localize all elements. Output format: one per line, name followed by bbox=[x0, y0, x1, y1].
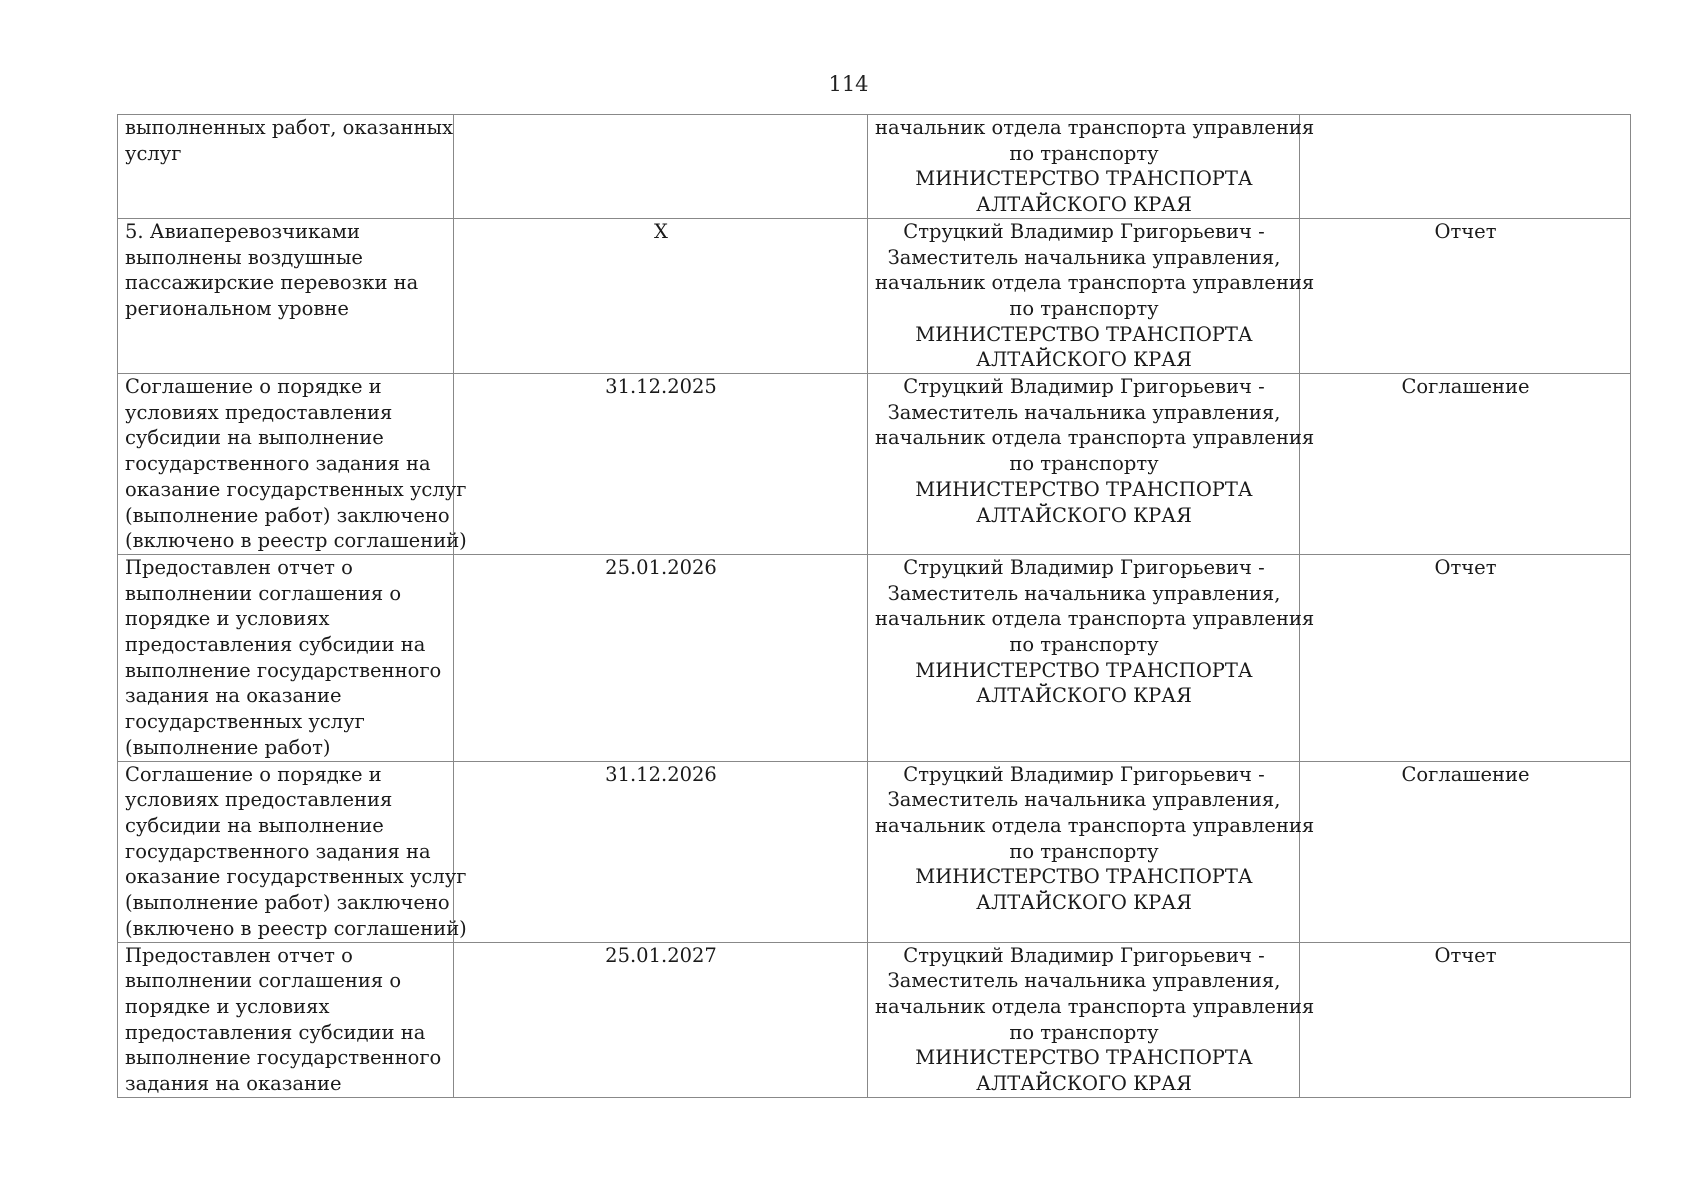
responsible-cell bbox=[868, 942, 1315, 1097]
cell-line: условиях предоставления bbox=[125, 400, 393, 424]
cell-line: выполнении соглашения о bbox=[125, 581, 402, 605]
cell-line: порядке и условиях bbox=[125, 994, 330, 1018]
cell-line: порядке и условиях bbox=[125, 607, 330, 631]
description-cell bbox=[118, 554, 454, 761]
cell-line: МИНИСТЕРСТВО ТРАНСПОРТА bbox=[915, 865, 1253, 889]
cell-line: условиях предоставления bbox=[125, 788, 393, 812]
cell-line: X bbox=[654, 219, 668, 243]
cell-line: АЛТАЙСКОГО КРАЯ bbox=[976, 193, 1192, 217]
cell-line: МИНИСТЕРСТВО ТРАНСПОРТА bbox=[915, 1046, 1253, 1070]
cell-line: предоставления субсидии на bbox=[125, 1020, 426, 1044]
responsible-cell bbox=[868, 374, 1315, 555]
responsible-cell bbox=[868, 218, 1315, 373]
responsible-cell bbox=[868, 554, 1315, 761]
document-cell bbox=[1300, 374, 1631, 555]
cell-line: Заместитель начальника управления, bbox=[887, 581, 1281, 605]
cell-line: выполнении соглашения о bbox=[125, 969, 402, 993]
cell-line: 5. Авиаперевозчиками bbox=[125, 219, 360, 243]
cell-line: Соглашение о порядке и bbox=[125, 375, 382, 399]
cell-line: по транспорту bbox=[1009, 1020, 1159, 1044]
cell-line: Струцкий Владимир Григорьевич - bbox=[903, 943, 1265, 967]
cell-line: Соглашение bbox=[1401, 375, 1530, 399]
date-cell bbox=[454, 374, 868, 555]
cell-line: по транспорту bbox=[1009, 839, 1159, 863]
document-cell bbox=[1300, 218, 1631, 373]
document-cell bbox=[1300, 554, 1631, 761]
document-cell bbox=[1300, 761, 1631, 942]
cell-line: МИНИСТЕРСТВО ТРАНСПОРТА bbox=[915, 658, 1253, 682]
cell-line: субсидии на выполнение bbox=[125, 813, 384, 837]
cell-line: по транспорту bbox=[1009, 141, 1159, 165]
cell-line: Отчет bbox=[1434, 555, 1497, 579]
page-number: 114 bbox=[828, 72, 869, 96]
cell-line: выполнены воздушные bbox=[125, 245, 363, 269]
cell-line: Предоставлен отчет о bbox=[125, 943, 353, 967]
cell-line: субсидии на выполнение bbox=[125, 426, 384, 450]
cell-line: Заместитель начальника управления, bbox=[887, 969, 1281, 993]
cell-line: Струцкий Владимир Григорьевич - bbox=[903, 762, 1265, 786]
cell-line: по транспорту bbox=[1009, 296, 1159, 320]
cell-line: (включено в реестр соглашений) bbox=[125, 529, 467, 553]
cell-line: Соглашение о порядке и bbox=[125, 762, 382, 786]
cell-line: по транспорту bbox=[1009, 452, 1159, 476]
cell-line: начальник отдела транспорта управления bbox=[875, 116, 1315, 139]
cell-line: Отчет bbox=[1434, 943, 1497, 967]
cell-line: по транспорту bbox=[1009, 633, 1159, 657]
cell-line: начальник отдела транспорта управления bbox=[875, 271, 1315, 295]
document-cell bbox=[1300, 942, 1631, 1097]
date-cell bbox=[454, 761, 868, 942]
cell-line: Заместитель начальника управления, bbox=[887, 245, 1281, 269]
responsible-cell bbox=[868, 761, 1315, 942]
table-row bbox=[118, 761, 1631, 942]
cell-line: МИНИСТЕРСТВО ТРАНСПОРТА bbox=[915, 167, 1253, 191]
cell-line: (выполнение работ) bbox=[125, 735, 331, 759]
description-cell bbox=[118, 115, 454, 219]
cell-line: 31.12.2026 bbox=[605, 762, 717, 786]
cell-line: МИНИСТЕРСТВО ТРАНСПОРТА bbox=[915, 322, 1253, 346]
responsible-cell bbox=[868, 115, 1315, 219]
cell-line: оказание государственных услуг bbox=[125, 865, 467, 889]
cell-line: АЛТАЙСКОГО КРАЯ bbox=[976, 684, 1192, 708]
cell-line: Предоставлен отчет о bbox=[125, 555, 353, 579]
schedule-table bbox=[117, 114, 1631, 1098]
cell-line: государственного задания на bbox=[125, 452, 431, 476]
cell-line: (выполнение работ) заключено bbox=[125, 891, 450, 915]
cell-line: начальник отдела транспорта управления bbox=[875, 813, 1315, 837]
description-cell bbox=[118, 942, 454, 1097]
cell-line: выполненных работ, оказанных bbox=[125, 116, 453, 139]
table-row bbox=[118, 115, 1631, 219]
table-row bbox=[118, 374, 1631, 555]
cell-line: государственных услуг bbox=[125, 710, 365, 734]
cell-line: начальник отдела транспорта управления bbox=[875, 607, 1315, 631]
cell-line: (включено в реестр соглашений) bbox=[125, 916, 467, 940]
cell-line: (выполнение работ) заключено bbox=[125, 503, 450, 527]
cell-line: оказание государственных услуг bbox=[125, 477, 467, 501]
cell-line: 31.12.2025 bbox=[605, 375, 717, 399]
table-row bbox=[118, 218, 1631, 373]
cell-line: задания на оказание bbox=[125, 684, 342, 708]
cell-line: 25.01.2026 bbox=[605, 555, 717, 579]
cell-line: услуг bbox=[125, 141, 182, 165]
table-row bbox=[118, 554, 1631, 761]
cell-line: Соглашение bbox=[1401, 762, 1530, 786]
cell-line: Струцкий Владимир Григорьевич - bbox=[903, 219, 1265, 243]
cell-line: МИНИСТЕРСТВО ТРАНСПОРТА bbox=[915, 477, 1253, 501]
cell-line: 25.01.2027 bbox=[605, 943, 717, 967]
table-row bbox=[118, 942, 1631, 1097]
date-cell bbox=[454, 115, 868, 219]
description-cell bbox=[118, 374, 467, 555]
description-cell bbox=[118, 218, 454, 373]
table-body bbox=[118, 115, 1631, 1098]
cell-line: АЛТАЙСКОГО КРАЯ bbox=[976, 891, 1192, 915]
date-cell bbox=[454, 942, 868, 1097]
cell-line: региональном уровне bbox=[125, 296, 349, 320]
cell-line: Отчет bbox=[1434, 219, 1497, 243]
date-cell bbox=[454, 218, 868, 373]
cell-line: начальник отдела транспорта управления bbox=[875, 426, 1315, 450]
cell-line: Заместитель начальника управления, bbox=[887, 788, 1281, 812]
date-cell bbox=[454, 554, 868, 761]
cell-line: Струцкий Владимир Григорьевич - bbox=[903, 555, 1265, 579]
cell-line: Струцкий Владимир Григорьевич - bbox=[903, 375, 1265, 399]
description-cell bbox=[118, 761, 467, 942]
cell-line: Заместитель начальника управления, bbox=[887, 400, 1281, 424]
cell-line: выполнение государственного bbox=[125, 658, 442, 682]
cell-line: предоставления субсидии на bbox=[125, 633, 426, 657]
cell-line: АЛТАЙСКОГО КРАЯ bbox=[976, 503, 1192, 527]
cell-line: государственного задания на bbox=[125, 839, 431, 863]
cell-line: задания на оказание bbox=[125, 1072, 342, 1096]
document-cell bbox=[1300, 115, 1631, 219]
cell-line: выполнение государственного bbox=[125, 1046, 442, 1070]
cell-line: начальник отдела транспорта управления bbox=[875, 994, 1315, 1018]
cell-line: АЛТАЙСКОГО КРАЯ bbox=[976, 348, 1192, 372]
cell-line: АЛТАЙСКОГО КРАЯ bbox=[976, 1072, 1192, 1096]
cell-line: пассажирские перевозки на bbox=[125, 271, 419, 295]
